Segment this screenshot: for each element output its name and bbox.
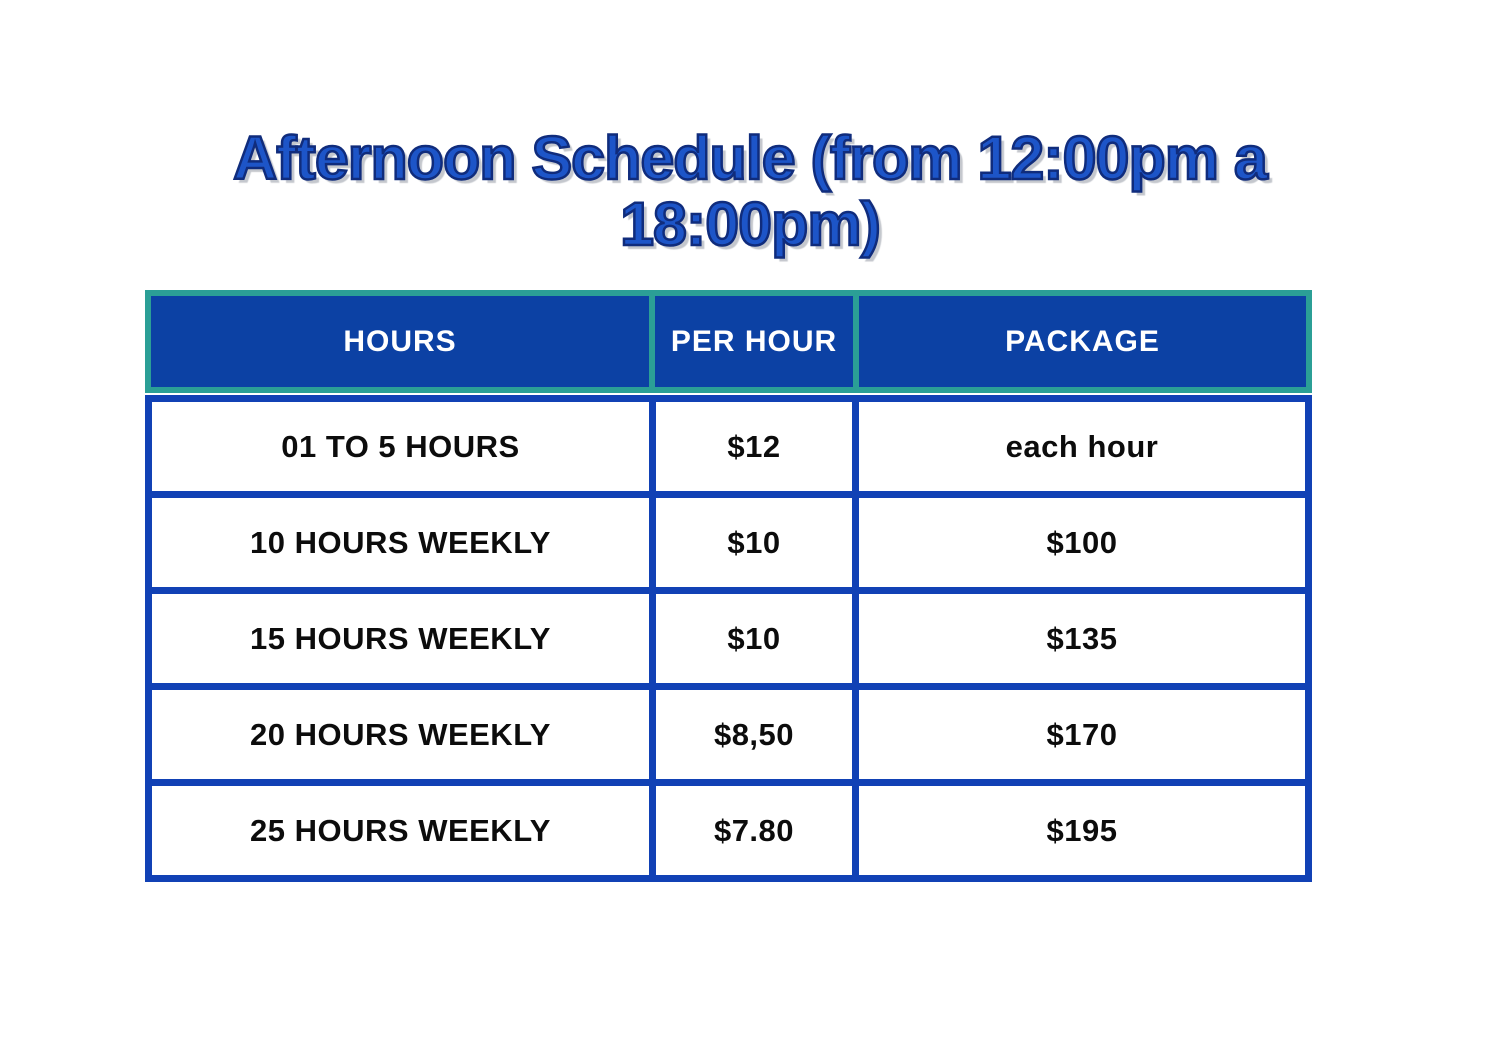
column-header-hours: HOURS bbox=[151, 296, 649, 387]
cell-package: $170 bbox=[859, 690, 1305, 779]
cell-per-hour: $10 bbox=[656, 594, 852, 683]
column-header-package: PACKAGE bbox=[859, 296, 1306, 387]
cell-hours: 10 HOURS WEEKLY bbox=[152, 498, 649, 587]
pricing-table bbox=[145, 290, 1312, 882]
cell-per-hour: $7.80 bbox=[656, 786, 852, 875]
cell-hours: 01 TO 5 HOURS bbox=[152, 402, 649, 491]
cell-hours: 25 HOURS WEEKLY bbox=[152, 786, 649, 875]
cell-package: $100 bbox=[859, 498, 1305, 587]
column-header-per-hour: PER HOUR bbox=[655, 296, 853, 387]
cell-per-hour: $8,50 bbox=[656, 690, 852, 779]
cell-hours: 20 HOURS WEEKLY bbox=[152, 690, 649, 779]
page-title-line-2: 18:00pm) bbox=[620, 189, 880, 258]
table-body bbox=[145, 395, 1312, 882]
cell-per-hour: $10 bbox=[656, 498, 852, 587]
page-title-line-1: Afternoon Schedule (from 12:00pm a bbox=[233, 124, 1267, 192]
table-header-row bbox=[145, 290, 1312, 393]
cell-package: $135 bbox=[859, 594, 1305, 683]
cell-hours: 15 HOURS WEEKLY bbox=[152, 594, 649, 683]
cell-package: $195 bbox=[859, 786, 1305, 875]
cell-package: each hour bbox=[859, 402, 1305, 491]
cell-per-hour: $12 bbox=[656, 402, 852, 491]
page-title bbox=[0, 126, 1500, 258]
